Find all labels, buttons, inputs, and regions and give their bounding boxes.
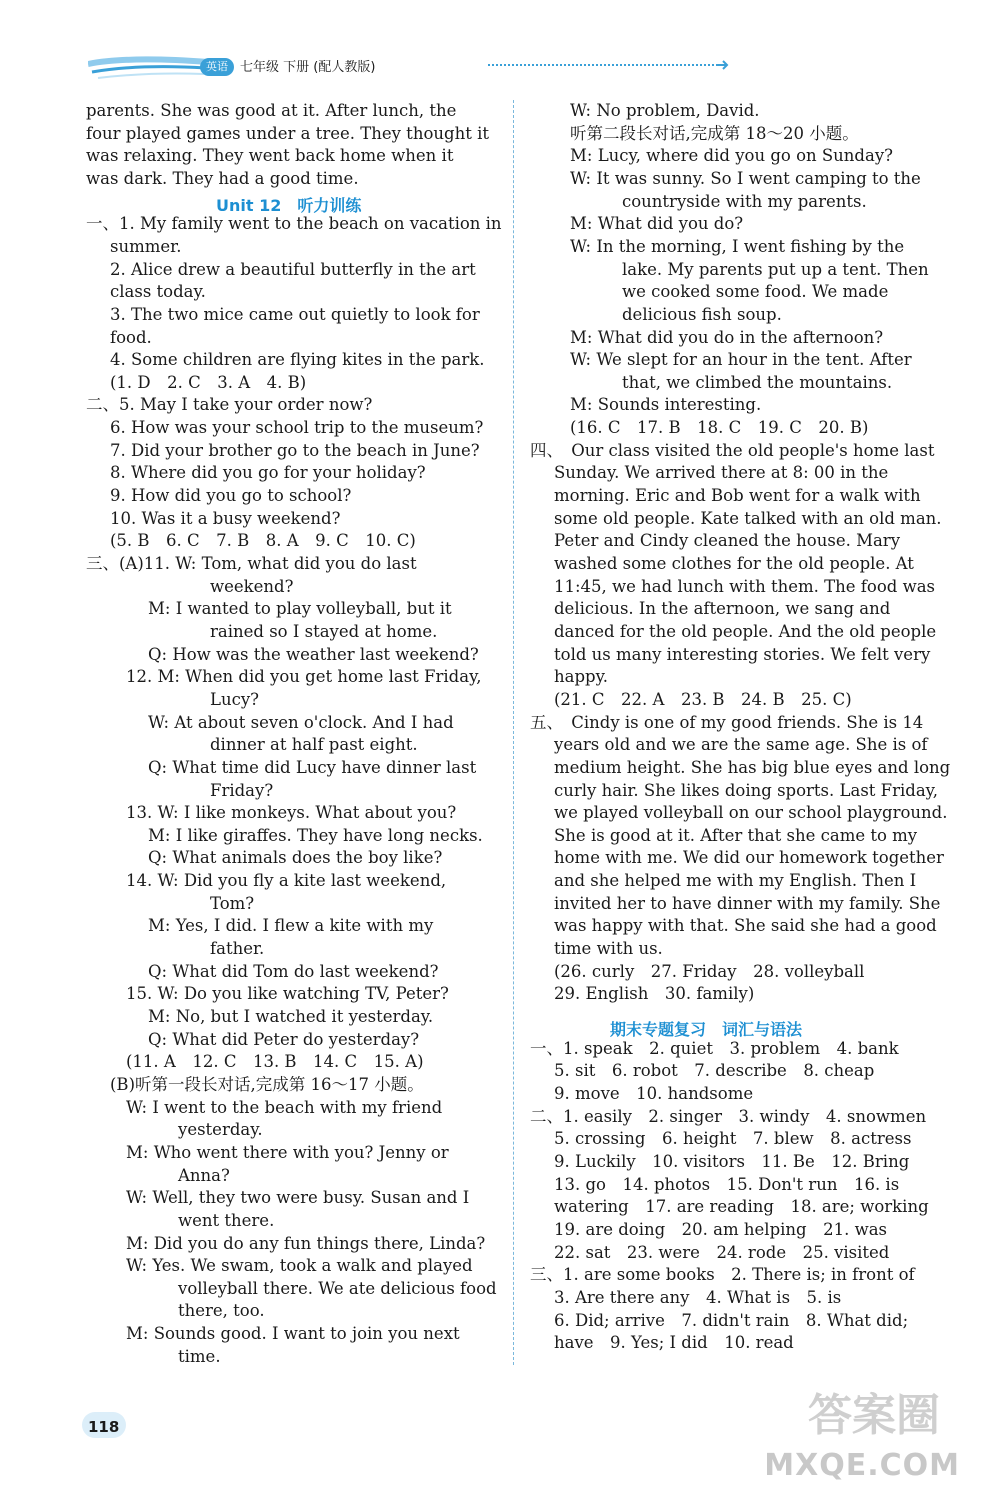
text-line: weekend?	[210, 576, 294, 596]
text-line: (21. C 22. A 23. B 24. B 25. C)	[554, 689, 852, 709]
header-dotted-line	[488, 64, 718, 66]
page-number: 118	[88, 1418, 120, 1436]
text-line: Lucy?	[210, 689, 259, 709]
text-line: invited her to have dinner with my family. She	[554, 893, 941, 913]
section-heading: Unit 12 听力训练	[216, 195, 362, 215]
text-line: 6. Did; arrive 7. didn't rain 8. What did;	[554, 1310, 909, 1330]
text-line: (1. D 2. C 3. A 4. B)	[110, 372, 307, 392]
watermark-logo: 答案圈	[808, 1390, 940, 1441]
text-line: time with us.	[554, 939, 663, 959]
text-line: (5. B 6. C 7. B 8. A 9. C 10. C)	[110, 531, 416, 551]
text-line: M: Yes, I did. I flew a kite with my	[148, 916, 434, 936]
text-line: Tom?	[210, 893, 255, 913]
text-line: 10. Was it a busy weekend?	[110, 508, 341, 528]
text-line: Sunday. We arrived there at 8: 00 in the	[554, 463, 889, 483]
subject-tag: 英语	[200, 58, 234, 76]
text-line: parents. She was good at it. After lunch, the	[86, 101, 457, 120]
text-line: (B)听第一段长对话,完成第 16～17 小题。	[110, 1074, 424, 1094]
text-line: 4. Some children are flying kites in the park.	[110, 350, 485, 370]
text-line: Peter and Cindy cleaned the house. Mary	[554, 531, 901, 551]
text-line: Friday?	[210, 780, 274, 800]
text-line: there, too.	[178, 1301, 265, 1321]
book-title: 七年级 下册 (配人教版)	[240, 60, 376, 75]
text-line: W: It was sunny. So I went camping to the	[570, 168, 921, 188]
text-line: 9. move 10. handsome	[554, 1084, 754, 1103]
text-line: 15. W: Do you like watching TV, Peter?	[126, 984, 449, 1004]
text-line: W: We slept for an hour in the tent. After	[570, 350, 912, 370]
text-line: we cooked some food. We made	[622, 282, 889, 302]
text-line: 2. Alice drew a beautiful butterfly in the art	[110, 259, 476, 279]
text-line: we played volleyball on our school playground.	[554, 803, 948, 823]
page-header	[88, 52, 648, 86]
text-line: summer.	[110, 236, 182, 256]
text-line: countryside with my parents.	[622, 191, 867, 211]
text-line: have 9. Yes; I did 10. read	[554, 1333, 794, 1353]
text-line: delicious. In the afternoon, we sang and	[554, 599, 891, 619]
text-line: told us many interesting stories. We felt very	[554, 644, 931, 664]
text-line: M: Lucy, where did you go on Sunday?	[570, 146, 893, 166]
text-line: yesterday.	[178, 1120, 263, 1140]
text-line: 11:45, we had lunch with them. The food was	[554, 576, 935, 596]
text-line: M: What did you do in the afternoon?	[570, 327, 884, 347]
text-line: 一、1. My family went to the beach on vacation in	[86, 214, 502, 234]
text-line: four played games under a tree. They thought it	[86, 123, 489, 143]
text-line: W: At about seven o'clock. And I had	[148, 712, 454, 732]
text-line: 3. The two mice came out quietly to look for	[110, 304, 480, 324]
text-line: 三、(A)11. W: Tom, what did you do last	[86, 554, 417, 573]
text-line: happy.	[554, 667, 608, 687]
column-divider	[513, 100, 514, 1365]
text-line: Q: What did Tom do last weekend?	[148, 961, 439, 981]
section-heading: 期末专题复习 词汇与语法	[610, 1020, 803, 1040]
text-line: class today.	[110, 282, 206, 302]
text-line: 6. How was your school trip to the museum?	[110, 418, 484, 438]
text-line: dinner at half past eight.	[210, 735, 418, 755]
text-line: 5. crossing 6. height 7. blew 8. actress	[554, 1129, 912, 1149]
text-line: W: Well, they two were busy. Susan and I	[126, 1188, 470, 1208]
text-line: 三、1. are some books 2. There is; in front of	[530, 1265, 915, 1285]
text-line: Q: What did Peter do yesterday?	[148, 1029, 420, 1049]
text-line: volleyball there. We ate delicious food	[178, 1278, 497, 1298]
text-line: (26. curly 27. Friday 28. volleyball	[554, 961, 865, 981]
text-line: (11. A 12. C 13. B 14. C 15. A)	[126, 1052, 424, 1072]
text-line: went there.	[178, 1210, 275, 1230]
text-line: 13. go 14. photos 15. Don't run 16. is	[554, 1174, 900, 1194]
text-line: 7. Did your brother go to the beach in June?	[110, 440, 480, 460]
text-line: time.	[178, 1346, 221, 1366]
text-line: W: Yes. We swam, took a walk and played	[126, 1256, 473, 1276]
text-line: father.	[210, 939, 265, 959]
text-line: M: What did you do?	[570, 214, 744, 234]
text-line: M: Sounds good. I want to join you next	[126, 1324, 460, 1344]
text-line: Q: What time did Lucy have dinner last	[148, 757, 477, 777]
text-line: some old people. Kate talked with an old man.	[554, 508, 942, 528]
text-line: 19. are doing 20. am helping 21. was	[554, 1219, 888, 1239]
text-line: 14. W: Did you fly a kite last weekend,	[126, 871, 447, 891]
text-line: W: In the morning, I went fishing by the	[570, 236, 905, 256]
text-line: 5. sit 6. robot 7. describe 8. cheap	[554, 1061, 875, 1081]
text-line: She is good at it. After that she came to my	[554, 825, 918, 845]
text-line: was happy with that. She said she had a good	[554, 916, 937, 936]
text-line: Anna?	[178, 1165, 230, 1185]
arrow-right-icon	[716, 58, 730, 72]
text-line: that, we climbed the mountains.	[622, 372, 893, 392]
text-line: delicious fish soup.	[622, 304, 782, 324]
text-line: 二、1. easily 2. singer 3. windy 4. snowmen	[530, 1106, 927, 1126]
text-line: 9. How did you go to school?	[110, 486, 352, 506]
text-line: Q: What animals does the boy like?	[148, 848, 443, 868]
text-line: danced for the old people. And the old people	[554, 621, 937, 641]
text-line: M: Did you do any fun things there, Linda?	[126, 1233, 486, 1253]
watermark-url: MXQE.COM	[764, 1448, 960, 1483]
text-line: 9. Luckily 10. visitors 11. Be 12. Bring	[554, 1151, 910, 1171]
text-line: and she helped me with my English. Then I	[554, 871, 917, 891]
text-line: 29. English 30. family)	[554, 984, 755, 1004]
text-line: 二、5. May I take your order now?	[86, 395, 373, 415]
text-line: M: I wanted to play volleyball, but it	[148, 599, 452, 619]
text-line: rained so I stayed at home.	[210, 621, 438, 641]
text-line: morning. Eric and Bob went for a walk with	[554, 486, 921, 506]
text-line: W: No problem, David.	[570, 101, 760, 120]
text-line: 一、1. speak 2. quiet 3. problem 4. bank	[530, 1038, 899, 1058]
text-line: M: No, but I watched it yesterday.	[148, 1007, 434, 1026]
text-line: 五、 Cindy is one of my good friends. She is 14	[530, 712, 924, 732]
text-line: washed some clothes for the old people. At	[554, 554, 914, 573]
text-line: M: I like giraffes. They have long necks.	[148, 825, 483, 845]
header-swoosh-decoration	[88, 52, 208, 82]
text-line: medium height. She has big blue eyes and long	[554, 757, 951, 777]
text-line: M: Who went there with you? Jenny or	[126, 1142, 449, 1162]
text-line: lake. My parents put up a tent. Then	[622, 259, 929, 279]
text-line: Q: How was the weather last weekend?	[148, 644, 479, 664]
text-line: 13. W: I like monkeys. What about you?	[126, 803, 457, 823]
text-line: M: Sounds interesting.	[570, 395, 762, 415]
text-line: food.	[110, 327, 152, 347]
text-line: years old and we are the same age. She is of	[554, 735, 928, 755]
text-line: curly hair. She likes doing sports. Last Friday,	[554, 780, 939, 800]
text-line: W: I went to the beach with my friend	[126, 1097, 443, 1117]
text-line: 听第二段长对话,完成第 18～20 小题。	[570, 123, 859, 143]
text-line: 8. Where did you go for your holiday?	[110, 463, 426, 483]
text-line: 3. Are there any 4. What is 5. is	[554, 1287, 842, 1307]
text-line: home with me. We did our homework together	[554, 848, 944, 868]
text-line: watering 17. are reading 18. are; working	[554, 1197, 929, 1217]
text-line: was relaxing. They went back home when it	[86, 146, 454, 166]
text-line: was dark. They had a good time.	[86, 168, 359, 188]
text-line: 四、 Our class visited the old people's home last	[530, 440, 935, 460]
text-line: 22. sat 23. were 24. rode 25. visited	[554, 1242, 890, 1262]
text-line: (16. C 17. B 18. C 19. C 20. B)	[570, 418, 869, 438]
text-line: 12. M: When did you get home last Friday,	[126, 667, 482, 687]
